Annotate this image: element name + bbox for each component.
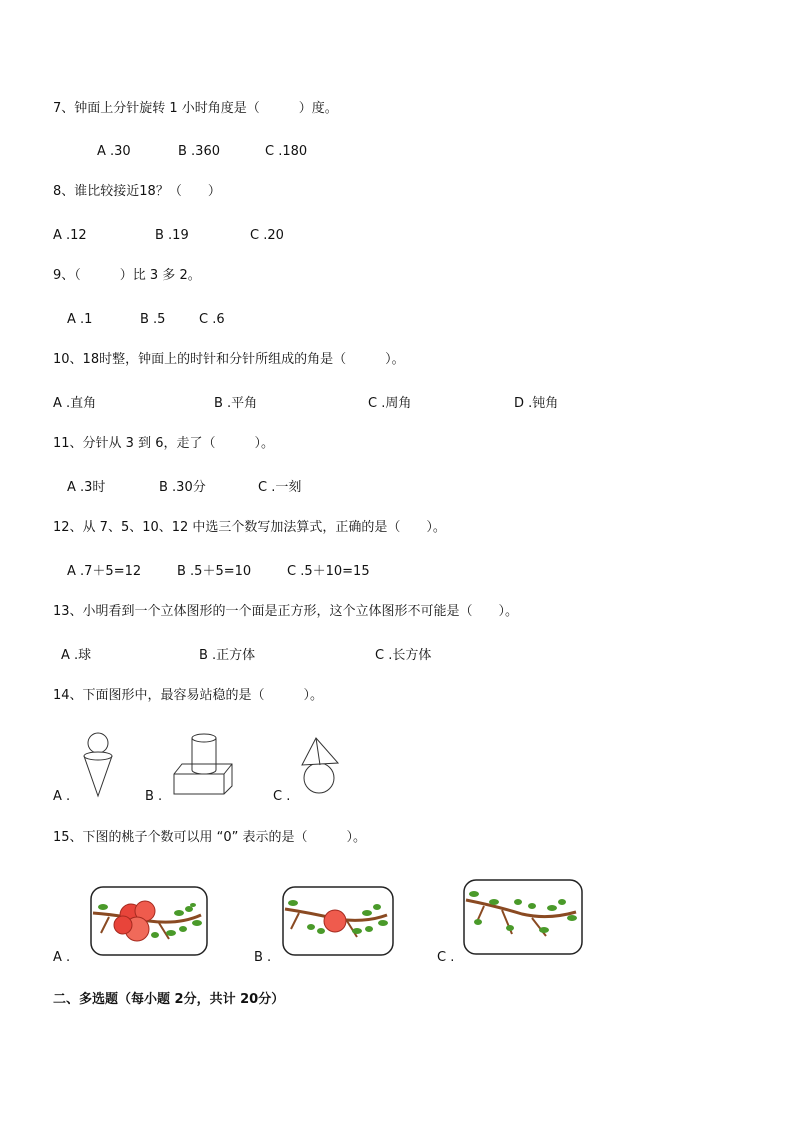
q8-option-b: B .19 (155, 228, 189, 243)
q11-option-b: B .30分 (159, 480, 206, 495)
q11-option-c: C .一刻 (258, 480, 302, 495)
q14-option-c: C . (273, 789, 291, 804)
question-8-text: 8、谁比较接近18？（ ） (53, 184, 221, 199)
shape-a-cone-sphere (74, 730, 134, 802)
q13-option-c: C .长方体 (375, 648, 432, 663)
q11-option-a: A .3时 (67, 480, 106, 495)
q9-option-a: A .1 (67, 312, 93, 327)
question-12-text: 12、从 7、5、10、12 中选三个数写加法算式，正确的是（ ）。 (53, 520, 446, 535)
q7-option-c: C .180 (265, 144, 308, 159)
q9-option-b: B .5 (140, 312, 166, 327)
q12-option-a: A .7＋5=12 (67, 564, 142, 579)
q8-option-c: C .20 (250, 228, 284, 243)
peach-picture-c (462, 878, 584, 956)
q14-option-a: A . (53, 789, 71, 804)
question-9-text: 9、（ ）比 3 多 2。 (53, 268, 201, 283)
q13-option-b: B .正方体 (199, 648, 256, 663)
q14-option-b: B . (145, 789, 163, 804)
question-11-text: 11、分针从 3 到 6，走了（ ）。 (53, 436, 274, 451)
peach-picture-a (89, 885, 209, 957)
q12-option-b: B .5＋5=10 (177, 564, 252, 579)
q10-option-a: A .直角 (53, 396, 97, 411)
q7-option-b: B .360 (178, 144, 220, 159)
question-13-text: 13、小明看到一个立体图形的一个面是正方形，这个立体图形不可能是（ ）。 (53, 604, 519, 619)
shape-b-cylinder-box (170, 730, 240, 802)
q15-option-c: C . (437, 950, 455, 965)
question-15-text: 15、下图的桃子个数可以用 “0” 表示的是（ ）。 (53, 830, 367, 845)
q10-option-b: B .平角 (214, 396, 258, 411)
q12-option-c: C .5＋10=15 (287, 564, 370, 579)
q13-option-a: A .球 (61, 648, 92, 663)
q10-option-d: D .钝角 (514, 396, 559, 411)
q7-option-a: A .30 (97, 144, 131, 159)
peach-picture-b (281, 885, 395, 957)
question-14-text: 14、下面图形中，最容易站稳的是（ ）。 (53, 688, 324, 703)
section-heading: 二、多选题（每小题 2分，共计 20分） (53, 992, 285, 1007)
question-7-text: 7、钟面上分针旋转 1 小时角度是（ ）度。 (53, 101, 338, 116)
q15-option-a: A . (53, 950, 71, 965)
question-10-text: 10、18时整，钟面上的时针和分针所组成的角是（ ）。 (53, 352, 405, 367)
q15-option-b: B . (254, 950, 272, 965)
shape-c-cone-on-sphere (298, 735, 348, 807)
q10-option-c: C .周角 (368, 396, 412, 411)
q8-option-a: A .12 (53, 228, 87, 243)
q9-option-c: C .6 (199, 312, 225, 327)
